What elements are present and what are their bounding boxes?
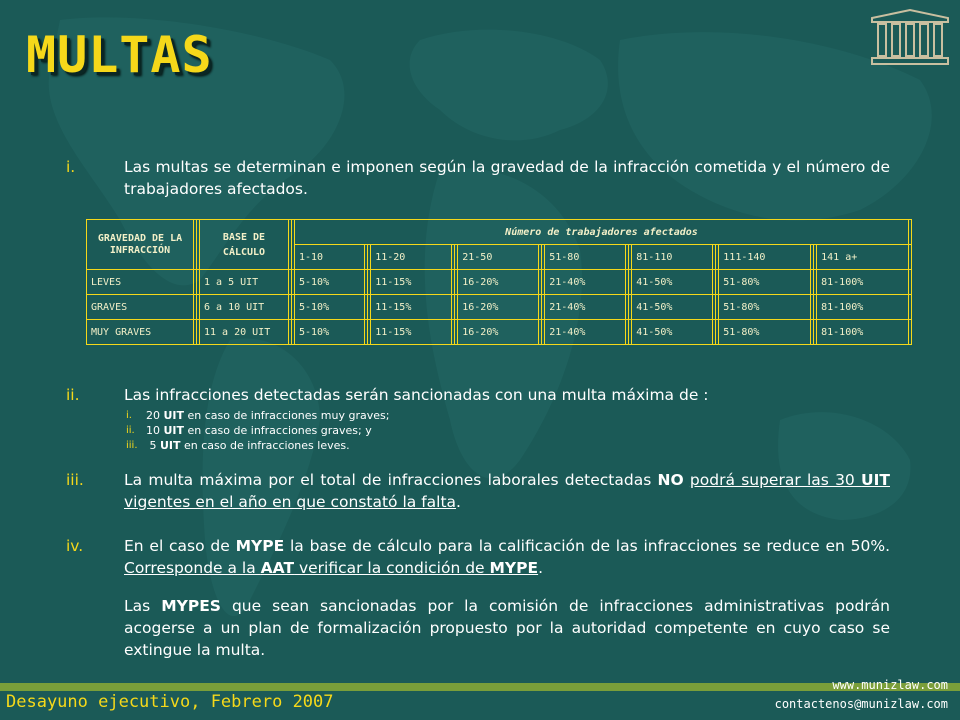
range-header: 111-140 [719, 245, 811, 270]
item-bold: MYPES [161, 597, 221, 615]
cell-value: 11-15% [371, 295, 452, 320]
item-text: Las multas se determinan e imponen según la gravedad de la infracción cometida y el número de trabajadores afectados. [124, 158, 890, 198]
item-text: Corresponde a la [124, 559, 261, 577]
sub-pre: 10 [146, 424, 164, 437]
cell-gravedad: GRAVES [87, 295, 194, 320]
sub-pre: 20 [146, 409, 164, 422]
item-paragraph [124, 595, 890, 661]
cell-value: 5-10% [295, 270, 365, 295]
page-title: MULTAS [26, 26, 213, 84]
building-columns-icon [868, 8, 952, 66]
item-text: Las infracciones detectadas serán sancionadas con una multa máxima de : [124, 386, 709, 404]
item-bold: MYPE [235, 537, 285, 555]
item-bold: NO [657, 471, 684, 489]
item-text: . [538, 559, 544, 577]
cell-value: 51-80% [719, 270, 811, 295]
cell-value: 16-20% [458, 295, 539, 320]
cell-value: 11-15% [371, 270, 452, 295]
item-number: iv. [66, 537, 84, 555]
item-text: vigentes en el año en que constató la falta [124, 493, 457, 511]
cell-value: 41-50% [632, 295, 713, 320]
sub-number: ii. [126, 425, 135, 436]
range-header: 141 a+ [817, 245, 909, 270]
item-number: iii. [66, 471, 84, 489]
cell-value: 16-20% [458, 320, 539, 345]
cell-value: 41-50% [632, 270, 713, 295]
header-base: BASE DE CÁLCULO [200, 220, 289, 270]
sub-bold: UIT [160, 439, 181, 452]
list-item-2 [66, 384, 890, 406]
cell-value: 11-15% [371, 320, 452, 345]
cell-base: 6 a 10 UIT [200, 295, 289, 320]
cell-value: 51-80% [719, 320, 811, 345]
range-header: 51-80 [545, 245, 626, 270]
sub-post: en caso de infracciones graves; y [184, 424, 372, 437]
column-separator [909, 220, 912, 245]
sub-item-3 [66, 438, 890, 453]
footer-event: Desayuno ejecutivo, Febrero 2007 [6, 692, 334, 712]
item-number: ii. [66, 386, 80, 404]
sub-post: en caso de infracciones muy graves; [184, 409, 390, 422]
range-header: 1-10 [295, 245, 365, 270]
cell-value: 16-20% [458, 270, 539, 295]
item-text: la base de cálculo para la calificación de las infracciones se reduce en 50%. [284, 537, 890, 555]
table-row [87, 320, 912, 345]
column-separator [909, 295, 912, 320]
cell-value: 51-80% [719, 295, 811, 320]
list-item-4 [66, 535, 890, 661]
cell-value: 21-40% [545, 270, 626, 295]
website-link[interactable]: www.munizlaw.com [832, 678, 948, 692]
sub-number: iii. [126, 440, 138, 451]
sub-number: i. [126, 410, 132, 421]
item-text: Las [124, 597, 162, 615]
sub-pre: 5 [146, 439, 160, 452]
item-text: La multa máxima por el total de infracciones laborales detectadas [124, 471, 658, 489]
cell-gravedad: MUY GRAVES [87, 320, 194, 345]
fines-table [86, 219, 912, 345]
item-text: que sean sancionadas por la comisión de infracciones administrativas podrán acogerse a un plan de formalización propuesto por la autoridad competente en cuyo caso se extingue la multa. [124, 597, 890, 659]
header-workers: Número de trabajadores afectados [295, 220, 909, 245]
footer-contact [775, 676, 948, 714]
cell-value: 41-50% [632, 320, 713, 345]
cell-value: 81-100% [817, 295, 909, 320]
email-link[interactable]: contactenos@munizlaw.com [774, 697, 948, 711]
sub-bold: UIT [163, 424, 185, 437]
item-text: . [456, 493, 461, 511]
header-gravedad: GRAVEDAD DE LA INFRACCIÓN [87, 220, 194, 270]
item-text: En el caso de [124, 537, 236, 555]
item-bold: AAT [260, 559, 295, 577]
item-text: verificar la condición de [294, 559, 490, 577]
range-header: 21-50 [458, 245, 539, 270]
cell-value: 21-40% [545, 295, 626, 320]
item-underline [124, 559, 538, 577]
list-item-1 [66, 156, 890, 200]
column-separator [909, 270, 912, 295]
cell-value: 5-10% [295, 320, 365, 345]
cell-value: 81-100% [817, 320, 909, 345]
cell-base: 1 a 5 UIT [200, 270, 289, 295]
column-separator [909, 320, 912, 345]
range-header: 11-20 [371, 245, 452, 270]
sub-post: en caso de infracciones leves. [180, 439, 350, 452]
item-number: i. [66, 158, 76, 176]
column-separator [909, 245, 912, 270]
table-row [87, 270, 912, 295]
cell-base: 11 a 20 UIT [200, 320, 289, 345]
cell-value: 5-10% [295, 295, 365, 320]
sub-item-2 [66, 423, 890, 438]
list-item-3 [66, 469, 890, 513]
sub-bold: UIT [163, 409, 185, 422]
cell-value: 21-40% [545, 320, 626, 345]
item-bold: UIT [861, 471, 890, 489]
table-row [87, 295, 912, 320]
sub-item-1 [66, 408, 890, 423]
cell-value: 81-100% [817, 270, 909, 295]
cell-gravedad: LEVES [87, 270, 194, 295]
item-bold: MYPE [489, 559, 539, 577]
item-text: podrá superar las 30 [689, 471, 862, 489]
range-header: 81-110 [632, 245, 713, 270]
